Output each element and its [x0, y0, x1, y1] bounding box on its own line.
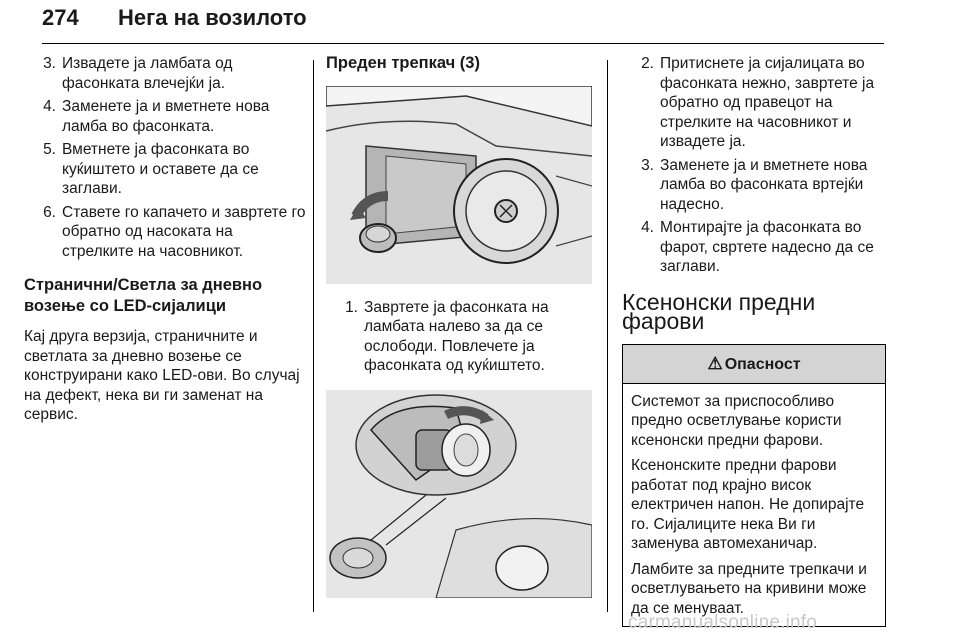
warning-paragraph: Системот за приспособливо предно осветлување користи ксенонски предни фарови. [631, 392, 842, 449]
step-text: Извадете ја ламбата од фасонката влечејќи ја. [62, 55, 233, 92]
step-number: 4. [43, 98, 56, 115]
step-text: Заменете ја и вметнете нова ламба во фасонката. [62, 98, 270, 135]
warning-title: Опасност [724, 355, 801, 373]
column-divider-left [313, 60, 314, 612]
column-divider-right [607, 60, 608, 612]
steps-list-col1 [24, 54, 308, 261]
step-item [24, 97, 308, 136]
step-number: 2. [641, 55, 654, 72]
step-text: Заменете ја и вметнете нова ламба во фасонката вртејќи надесно. [660, 156, 868, 213]
headlamp-figure-1 [326, 86, 592, 284]
step-number: 4. [641, 219, 654, 236]
footer-watermark: carmanualsonline.info [628, 612, 818, 633]
step-number: 1. [345, 298, 358, 316]
warning-paragraph: Ксенонските предни фарови работат под крајно висок електричен напон. Не допирајте го. Сијалиците нека Ви ги заменува автомеханичар. [631, 457, 865, 552]
step-item [24, 54, 308, 93]
warning-triangle-icon: ⚠ [707, 353, 723, 373]
step-item [622, 218, 886, 277]
steps-list-col3 [622, 54, 886, 277]
step-number: 3. [641, 156, 654, 174]
section-heading-xenon: Ксенонски предни фарови [622, 288, 816, 334]
step-text: Ставете го капачето и завртете го обратно од насоката на стрелките на часовникот. [62, 203, 306, 260]
step-item [326, 298, 592, 376]
step-text: Вметнете ја фасонката во куќиштето и оставете да се заглави. [62, 141, 259, 197]
step-item [24, 140, 308, 199]
warning-body [623, 384, 885, 627]
headlamp-figure-2 [326, 390, 592, 598]
warning-paragraph: Ламбите за предните трепкачи и осветлувањето на кривини може да се менуваат. [631, 560, 867, 617]
page-title: Нега на возилото [118, 5, 307, 30]
section-heading-led: Странични/Светла за дневно возење со LED-сијалици [24, 276, 263, 315]
step-item [24, 203, 308, 262]
step-item [622, 156, 886, 215]
step-number: 6. [43, 203, 56, 221]
steps-list-col2 [326, 298, 592, 376]
header-rule [42, 43, 884, 44]
column-2 [326, 54, 592, 598]
column-3 [622, 54, 886, 627]
figure-title: Преден трепкач (3) [326, 54, 480, 72]
warning-header [623, 345, 885, 384]
headlamp-illustration-1 [326, 86, 592, 284]
step-number: 3. [43, 55, 56, 72]
step-text: Монтирајте ја фасонката во фарот, свртете надесно да се заглави. [660, 219, 874, 275]
headlamp-illustration-2 [326, 390, 592, 598]
section-body-led: Кај друга верзија, страничните и светлата за дневно возење се конструирани како LED-ови. Во случај на дефект, нека ви ги заменат на сервис. [24, 328, 300, 423]
column-1 [24, 54, 308, 425]
page-number: 274 [42, 5, 79, 30]
step-item [622, 54, 886, 152]
warning-box [622, 344, 886, 628]
step-number: 5. [43, 141, 56, 158]
step-text: Притиснете ја сијалицата во фасонката нежно, завртете ја обратно од правецот на стрелките на часовникот и извадете ја. [660, 55, 875, 150]
step-text: Завртете ја фасонката на ламбата налево за да се ослободи. Повлечете ја фасонката од куќиштето. [364, 298, 549, 374]
